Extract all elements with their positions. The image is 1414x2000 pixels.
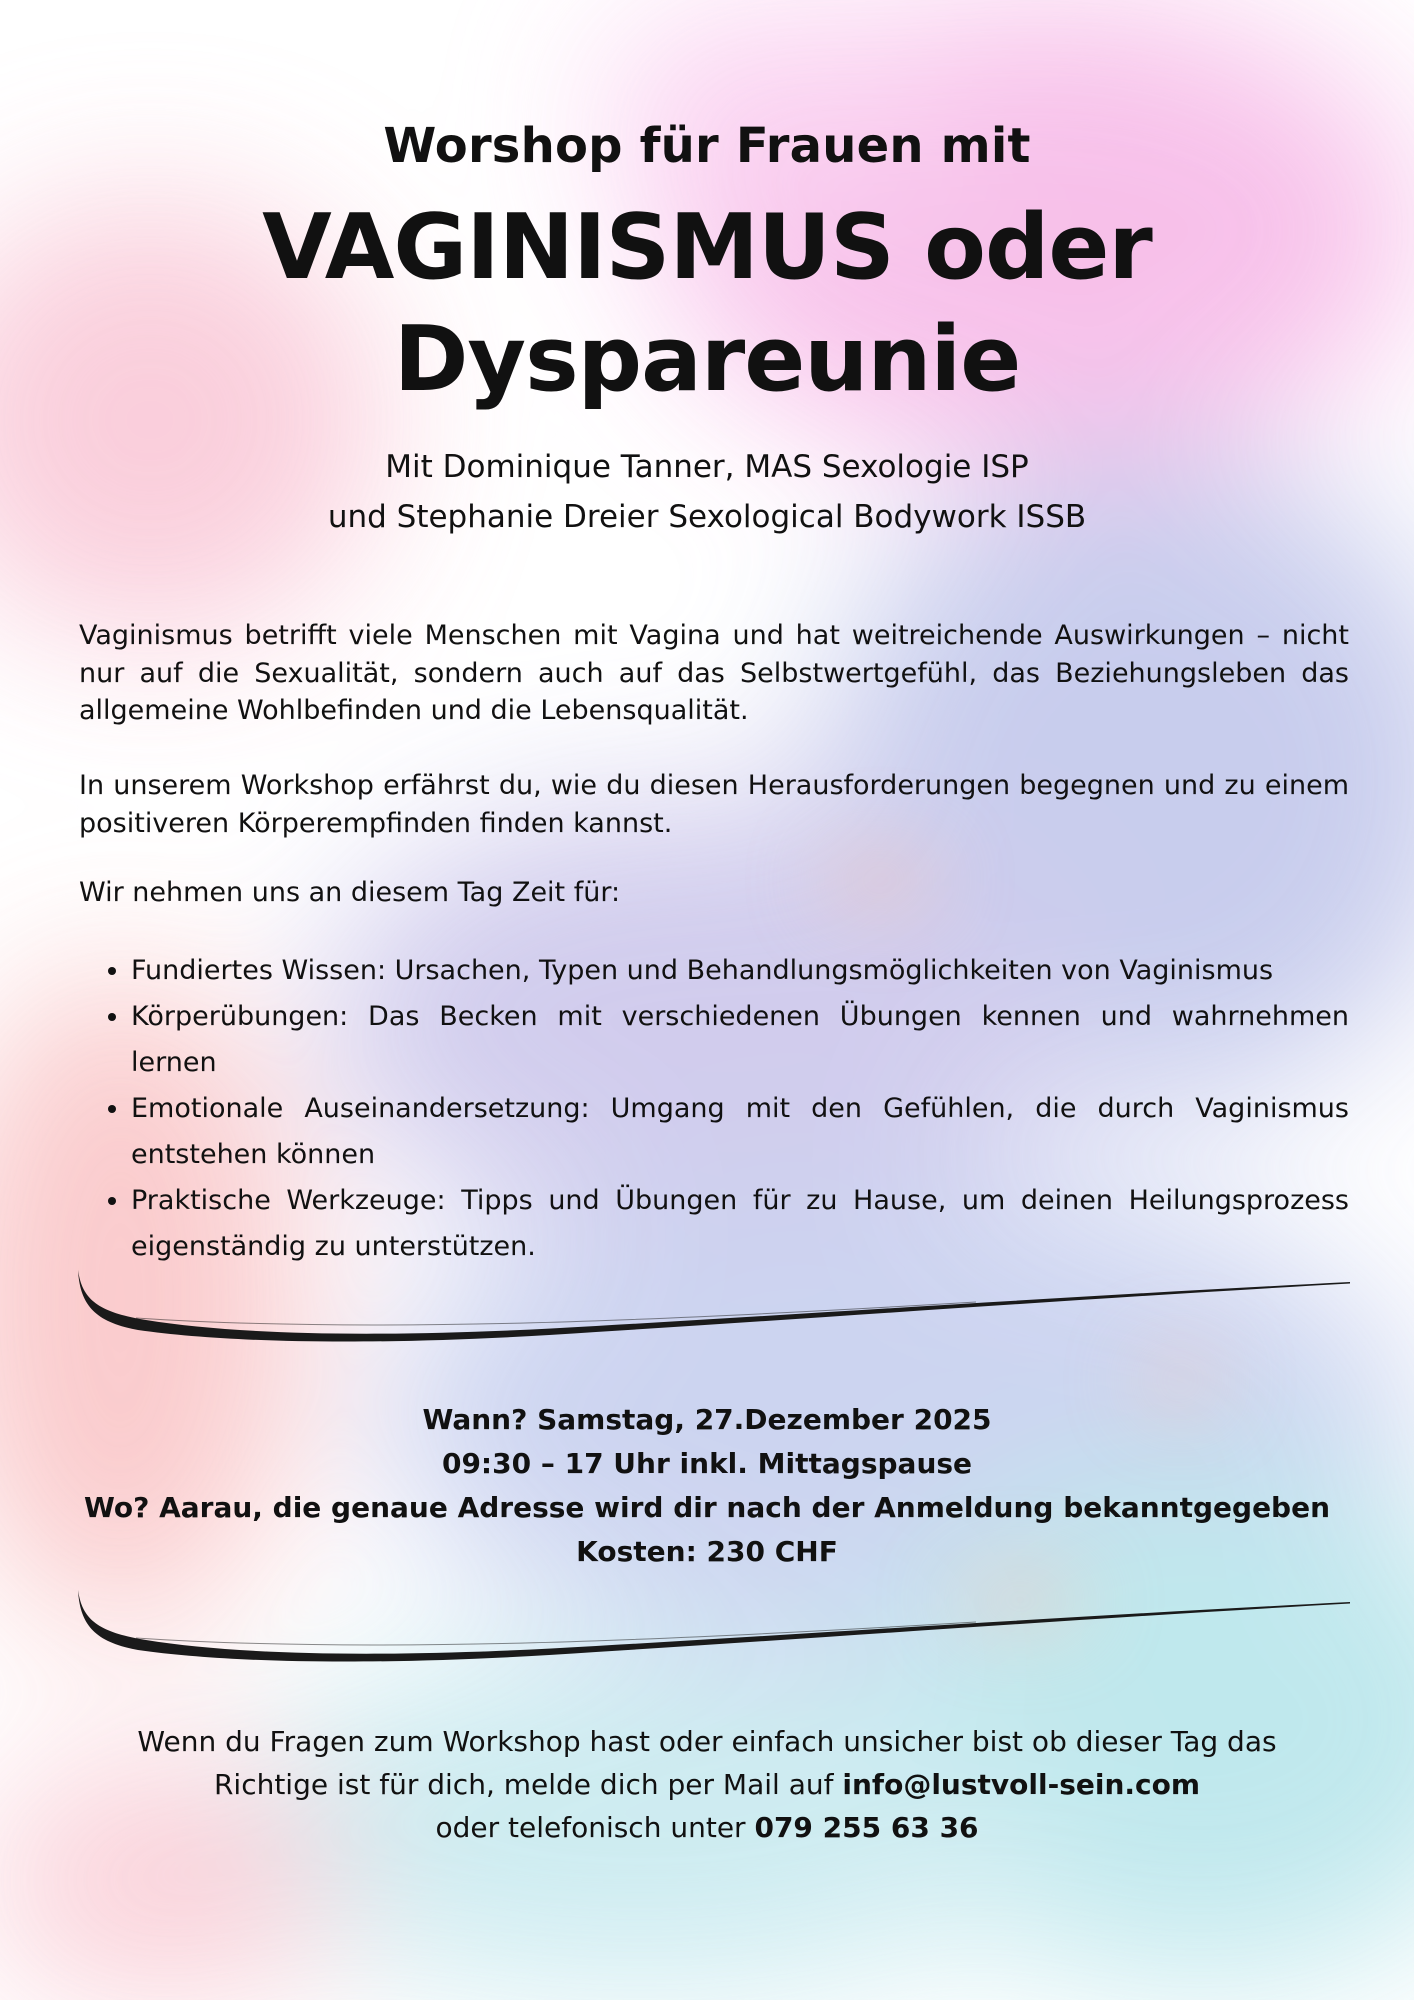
contact-phone-text: oder telefonisch unter [435, 1811, 746, 1844]
agenda-list [79, 948, 1349, 1270]
contact-info [0, 1720, 1414, 1849]
hosts-line-1: Mit Dominique Tanner, MAS Sexologie ISP [385, 449, 1029, 485]
main-title-line-1: VAGINISMUS oder [262, 195, 1152, 300]
main-title-line-2: Dyspareunie [393, 307, 1021, 412]
hosts [0, 442, 1414, 542]
main-title [0, 192, 1414, 416]
intro-paragraph: Vaginismus betrifft viele Menschen mit Vagina und hat weitreichende Auswirkungen – nicht nur auf die Sexualität, sondern auch auf das Selbstwertgefühl, das Beziehungsleben das allgemeine Wohlbefinden und die Lebensqualität. [79, 620, 1349, 726]
event-location: Wo? Aarau, die genaue Adresse wird dir nach der Anmeldung bekanntgegeben [83, 1491, 1331, 1524]
list-item: • Fundiertes Wissen: Ursachen, Typen und Behandlungsmöglichkeiten von Vaginismus [131, 948, 1349, 994]
event-cost: Kosten: 230 CHF [576, 1535, 838, 1568]
email-link[interactable]: info@lustvoll-sein.com [842, 1768, 1201, 1801]
list-item: • Praktische Werkzeuge: Tipps und Übungen für zu Hause, um deinen Heilungsprozess eigenständig zu unterstützen. [131, 1178, 1349, 1270]
contact-line-1: Wenn du Fragen zum Workshop hast oder einfach unsicher bist ob dieser Tag das [137, 1725, 1277, 1758]
contact-mail-text: Richtige ist für dich, melde dich per Mail auf [213, 1768, 834, 1801]
event-details [0, 1398, 1414, 1574]
phone-number[interactable]: 079 255 63 36 [754, 1811, 979, 1844]
contact-line-3 [0, 1806, 1414, 1849]
hosts-line-2: und Stephanie Dreier Sexological Bodywork ISSB [327, 499, 1087, 535]
event-time: 09:30 – 17 Uhr inkl. Mittagspause [441, 1447, 973, 1480]
brush-stroke-divider [76, 1268, 1352, 1348]
list-item: • Emotionale Auseinandersetzung: Umgang mit den Gefühlen, die durch Vaginismus entstehen können [131, 1086, 1349, 1178]
contact-line-2 [0, 1763, 1414, 1806]
agenda-intro: Wir nehmen uns an diesem Tag Zeit für: [79, 877, 621, 908]
list-item: • Körperübungen: Das Becken mit verschiedenen Übungen kennen und wahrnehmen lernen [131, 994, 1349, 1086]
pre-title: Worshop für Frauen mit [383, 118, 1031, 174]
event-date: Wann? Samstag, 27.Dezember 2025 [422, 1403, 992, 1436]
brush-stroke-divider [76, 1588, 1352, 1668]
workshop-paragraph: In unserem Workshop erfährst du, wie du diesen Herausforderungen begegnen und zu einem positiveren Körperempfinden finden kannst. [79, 770, 1349, 839]
